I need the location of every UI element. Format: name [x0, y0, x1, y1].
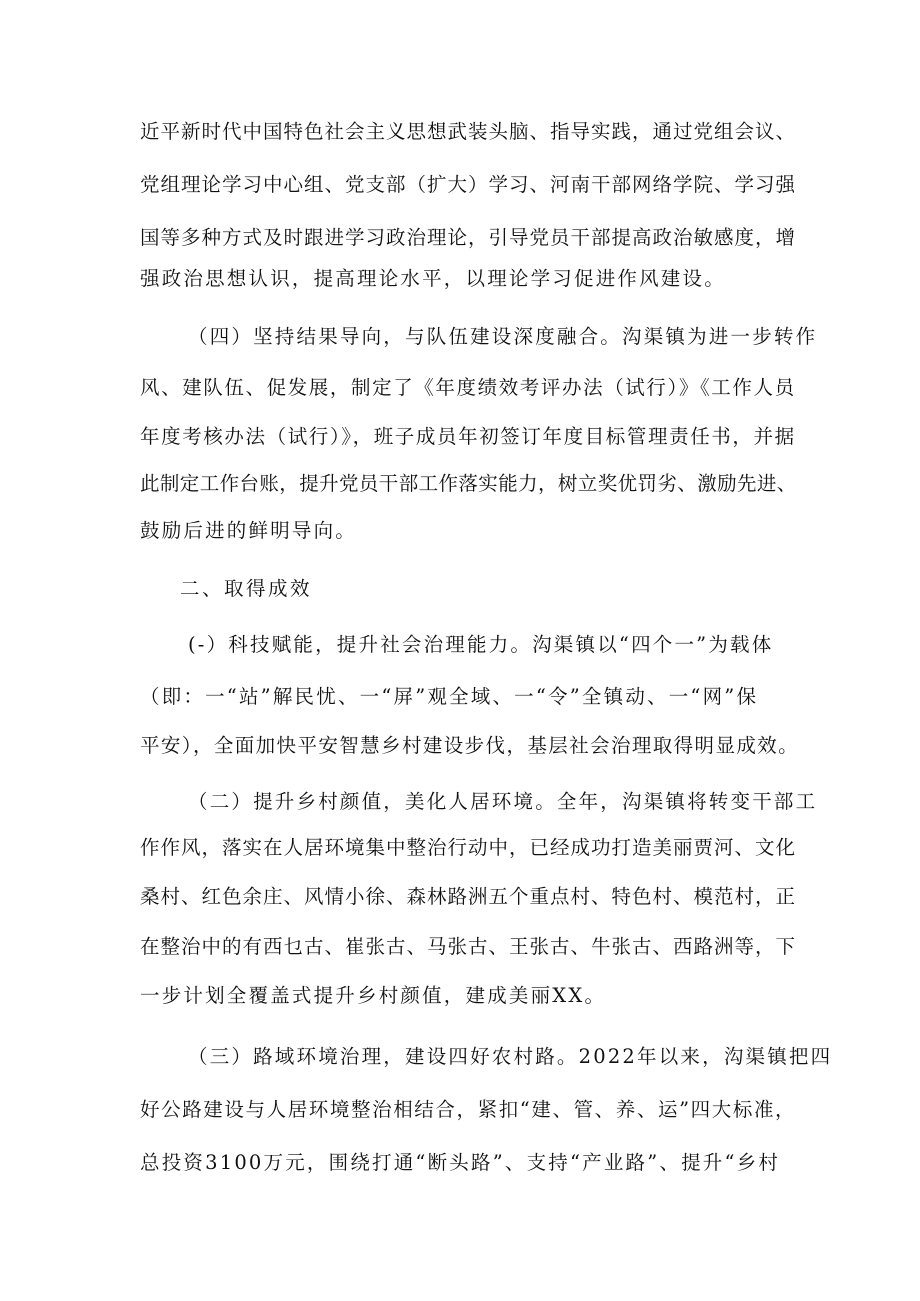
text-line: 国等多种方式及时跟进学习政治理论，引导党员干部提高政治敏感度，增	[140, 226, 797, 249]
text-line: 近平新时代中国特色社会主义思想武装头脑、指导实践，通过党组会议、	[140, 120, 797, 143]
section-heading: 二、取得成效	[180, 577, 313, 600]
text-line: 此制定工作台账，提升党员干部工作落实能力，树立奖优罚劣、激励先进、	[140, 472, 797, 495]
text-line: 风、建队伍、促发展，制定了《年度绩效考评办法（试行）》《工作人员	[140, 376, 796, 399]
text-line: 年度考核办法（试行）》，班子成员年初签订年度目标管理责任书，并据	[140, 425, 796, 448]
text-line: （即：一“站”解民忧、一“屏”观全域、一“令”全镇动、一“网”保	[140, 685, 759, 708]
text-line: 强政治思想认识，提高理论水平，以理论学习促进作风建设。	[140, 267, 726, 290]
text-line: 好公路建设与人居环境整治相结合，紧扣“建、管、养、运”四大标准，	[140, 1098, 797, 1121]
text-line: 桑村、红色余庄、风情小徐、森林路洲五个重点村、特色村、模范村，正	[140, 885, 797, 908]
text-line: (-）科技赋能，提升社会治理能力。沟渠镇以“四个一”为载体	[188, 633, 774, 656]
text-line: 平安），全面加快平安智慧乡村建设步伐，基层社会治理取得明显成效。	[140, 734, 800, 757]
text-line: （二）提升乡村颜值，美化人居环境。全年，沟渠镇将转变干部工	[188, 790, 818, 813]
text-line: （三）路域环境治理，建设四好农村路。2022年以来，沟渠镇把四	[188, 1045, 833, 1068]
text-line: 在整治中的有西乜古、崔张古、马张古、王张古、牛张古、西路洲等，下	[140, 935, 797, 958]
text-line: （四）坚持结果导向，与队伍建设深度融合。沟渠镇为进一步转作	[188, 325, 818, 348]
text-line: 党组理论学习中心组、党支部（扩大）学习、河南干部网络学院、学习强	[140, 173, 797, 196]
text-line: 作作风，落实在人居环境集中整治行动中，已经成功打造美丽贾河、文化	[140, 836, 797, 859]
text-line: 一步计划全覆盖式提升乡村颜值，建成美丽XX。	[140, 984, 607, 1007]
text-line: 鼓励后进的鲜明导向。	[140, 519, 358, 542]
text-line: 总投资3100万元，围绕打通“断头路”、支持“产业路”、提升“乡村	[140, 1151, 781, 1174]
